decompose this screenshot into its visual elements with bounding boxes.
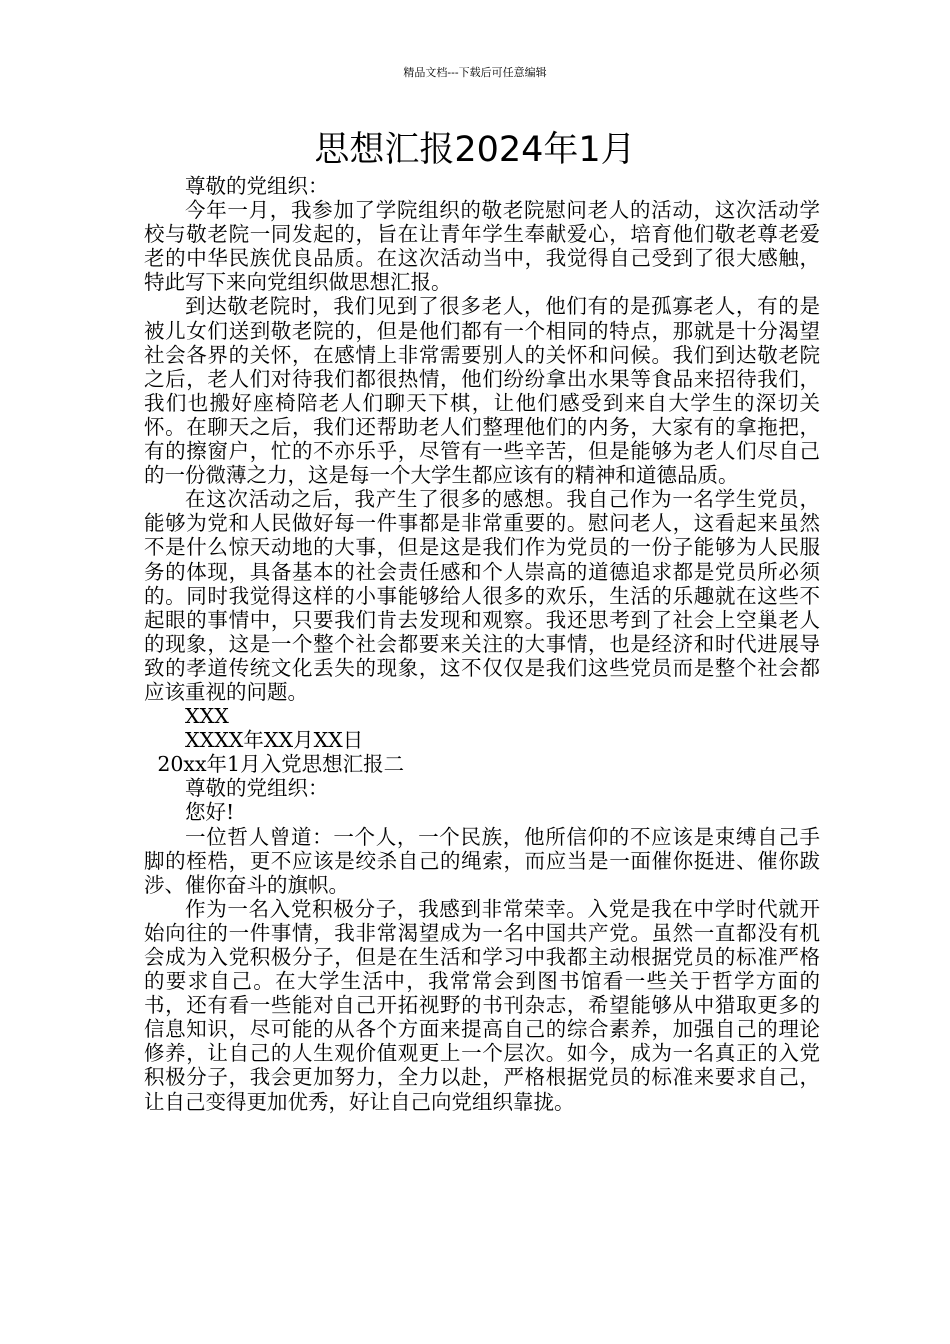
signature-date: XXXX年XX月XX日 (185, 728, 364, 753)
paragraph-intro: 今年一月，我参加了学院组织的敬老院慰问老人的活动，这次活动学校与敬老院一同发起的，旨在让青年学生奉献爱心，培育他们敬老尊老爱老的中华民族优良品质。在这次活动当中，我觉得自己受到了很大感触，特此写下来向党组织做思想汇报。 (144, 198, 820, 295)
signature-name: XXX (185, 704, 229, 729)
greeting: 您好! (185, 800, 235, 825)
paragraph-quote: 一位哲人曾道：一个人，一个民族，他所信仰的不应该是束缚自己手脚的桎梏，更不应该是绞杀自己的绳索，而应当是一面催你挺进、催你跋涉、催你奋斗的旗帜。 (144, 824, 820, 897)
section-heading-2: 20xx年1月入党思想汇报二 (157, 752, 405, 777)
paragraph-reflection: 在这次活动之后，我产生了很多的感想。我自己作为一名学生党员，能够为党和人民做好每一件事都是非常重要的。慰问老人，这看起来虽然不是什么惊天动地的大事，但是这是我们作为党员的一份子能够为人民服务的体现，具备基本的社会责任感和个人崇高的道德追求都是党员所必须的。同时我觉得这样的小事能够给人很多的欢乐，生活的乐趣就在这些不起眼的事情中，只要我们肯去发现和观察。我还思考到了社会上空巢老人的现象，这是一个整个社会都要来关注的大事情，也是经济和时代进展导致的孝道传统文化丢失的现象，这不仅仅是我们这些党员而是整个社会都应该重视的问题。 (144, 487, 820, 704)
salutation-1: 尊敬的党组织： (185, 174, 329, 198)
document-body (144, 174, 820, 1114)
salutation-2: 尊敬的党组织： (185, 776, 329, 801)
paragraph-visit: 到达敬老院时，我们见到了很多老人，他们有的是孤寡老人，有的是被儿女们送到敬老院的，但是他们都有一个相同的特点，那就是十分渴望社会各界的关怀，在感情上非常需要别人的关怀和问候。我们到达敬老院之后，老人们对待我们都很热情，他们纷纷拿出水果等食品来招待我们，我们也搬好座椅陪老人们聊天下棋，让他们感受到来自大学生的深切关怀。在聊天之后，我们还帮助老人们整理他们的内务，大家有的拿拖把，有的擦窗户，忙的不亦乐乎，尽管有一些辛苦，但是能够为老人们尽自己的一份微薄之力，这是每一个大学生都应该有的精神和道德品质。 (144, 294, 820, 488)
paragraph-activist: 作为一名入党积极分子，我感到非常荣幸。入党是我在中学时代就开始向往的一件事情，我非常渴望成为一名中国共产党。虽然一直都没有机会成为入党积极分子，但是在生活和学习中我都主动根据党员的标准严格的要求自己。在大学生活中，我常常会到图书馆看一些关于哲学方面的书，还有看一些能对自己开拓视野的书刊杂志，希望能够从中猎取更多的信息知识，尽可能的从各个方面来提高自己的综合素养，加强自己的理论修养，让自己的人生观价值观更上一个层次。如今，成为一名真正的入党积极分子，我会更加努力，全力以赴，严格根据党员的标准来要求自己，让自己变得更加优秀，好让自己向党组织靠拢。 (144, 896, 820, 1114)
header-note: 精品文档---下载后可任意编辑 (403, 66, 547, 79)
document-title: 思想汇报2024年1月 (314, 130, 636, 170)
